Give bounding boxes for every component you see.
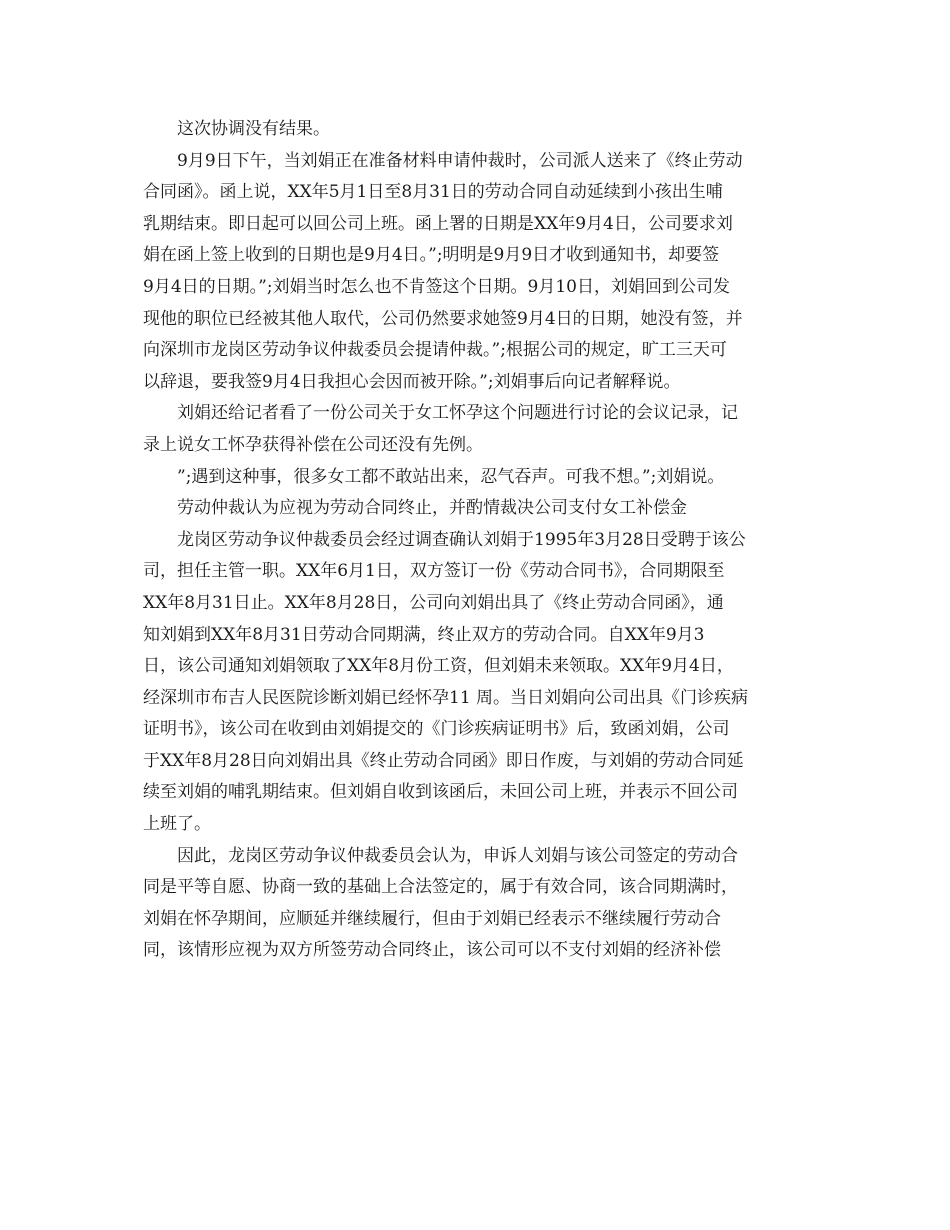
text-line: 9月9日下午，当刘娟正在准备材料申请仲裁时，公司派人送来了《终止劳动 (177, 150, 743, 171)
text-line: 这次协调没有结果。 (177, 119, 330, 139)
text-line: XX年8月31日止。XX年8月28日，公司向刘娟出具了《终止劳动合同函》，通 (143, 592, 724, 613)
text-line: 现他的职位已经被其他人取代，公司仍然要求她签9月4日的日期，她没有签，并 (143, 308, 743, 329)
text-line: 以辞退，要我签9月4日我担心会因而被开除。”;刘娟事后向记者解释说。 (143, 371, 681, 392)
text-line: 司，担任主管一职。XX年6月1日，双方签订一份《劳动合同书》，合同期限至 (143, 561, 725, 582)
text-line: 乳期结束。即日起可以回公司上班。函上署的日期是XX年9月4日，公司要求刘 (143, 213, 733, 234)
text-line: 日，该公司通知刘娟领取了XX年8月份工资，但刘娟未来领取。XX年9月4日， (143, 656, 734, 677)
text-line: 刘娟在怀孕期间，应顺延并继续履行，但由于刘娟已经表示不继续履行劳动合 (143, 908, 721, 929)
text-line: 上班了。 (143, 814, 211, 835)
text-line: 向深圳市龙岗区劳动争议仲裁委员会提请仲裁。”;根据公司的规定，旷工三天可 (143, 340, 727, 361)
text-line: 证明书》，该公司在收到由刘娟提交的《门诊疾病证明书》后，致函刘娟，公司 (143, 719, 730, 740)
text-line: 同，该情形应视为双方所签劳动合同终止，该公司可以不支付刘娟的经济补偿 (143, 940, 721, 961)
text-line: 龙岗区劳动争议仲裁委员会经过调查确认刘娟于1995年3月28日受聘于该公 (177, 529, 746, 550)
text-line: 劳动仲裁认为应视为劳动合同终止，并酌情裁决公司支付女工补偿金 (177, 498, 687, 519)
text-line: 录上说女工怀孕获得补偿在公司还没有先例。 (143, 434, 483, 455)
document-body (143, 114, 808, 967)
text-line: 知刘娟到XX年8月31日劳动合同期满，终止双方的劳动合同。自XX年9月3 (143, 624, 705, 645)
text-line: 合同函》。函上说，XX年5月1日至8月31日的劳动合同自动延续到小孩出生哺 (143, 182, 723, 203)
text-line: ”;遇到这种事，很多女工都不敢站出来，忍气吞声。可我不想。”;刘娟说。 (177, 466, 725, 487)
text-line: 刘娟还给记者看了一份公司关于女工怀孕这个问题进行讨论的会议记录，记 (177, 403, 738, 424)
text-line: 续至刘娟的哺乳期结束。但刘娟自收到该函后，未回公司上班，并表示不回公司 (143, 782, 738, 803)
text-line: 因此，龙岗区劳动争议仲裁委员会认为，申诉人刘娟与该公司签定的劳动合 (177, 845, 738, 866)
text-line: 经深圳市布吉人民医院诊断刘娟已经怀孕11 周。当日刘娟向公司出具《门诊疾病 (143, 687, 749, 708)
text-line: 娟在函上签上收到的日期也是9月4日。”;明明是9月9日才收到通知书，却要签 (143, 245, 720, 266)
text-line: 于XX年8月28日向刘娟出具《终止劳动合同函》即日作废，与刘娟的劳动合同延 (143, 750, 744, 771)
text-line: 同是平等自愿、协商一致的基础上合法签定的，属于有效合同，该合同期满时， (143, 877, 738, 898)
text-line: 9月4日的日期。”;刘娟当时怎么也不肯签这个日期。9月10日，刘娟回到公司发 (143, 276, 730, 297)
